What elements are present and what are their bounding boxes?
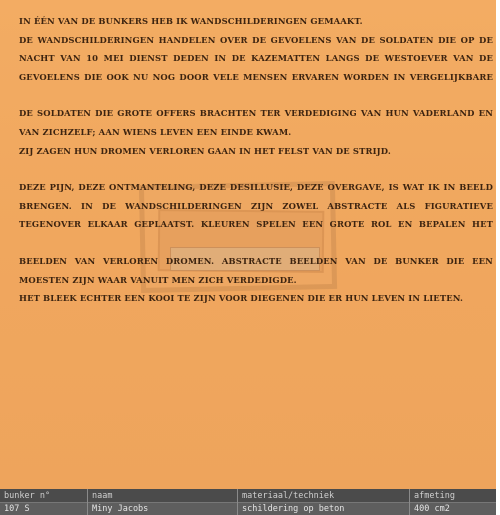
text-line: TEGENOVER ELKAAR GEPLAATST. KLEUREN SPELEN EEN GROTE ROL EN BEPALEN HET — [19, 219, 493, 230]
dimension-value: 400 cm2 — [410, 502, 496, 515]
bunker-number-value: 107 S — [0, 502, 87, 515]
paragraph-2 — [19, 104, 493, 160]
text-line: DE SOLDATEN DIE GROTE OFFERS BRACHTEN TER VERDEDIGING VAN HUN VADERLAND EN — [19, 108, 493, 119]
dimension-label: afmeting — [414, 491, 455, 501]
artist-name-cell — [87, 489, 237, 515]
material-technique-cell — [237, 489, 409, 515]
bunker-number-cell — [0, 489, 87, 515]
artist-name-label: naam — [92, 491, 113, 501]
paragraph-1 — [19, 12, 493, 86]
material-technique-value: schildering op beton — [238, 502, 409, 515]
text-line: IN ÉÉN VAN DE BUNKERS HEB IK WANDSCHILDERINGEN GEMAAKT. — [19, 16, 363, 26]
text-line: BEELDEN VAN VERLOREN DROMEN. ABSTRACTE BEELDEN VAN DE BUNKER DIE EEN — [19, 255, 493, 266]
artist-statement — [19, 12, 493, 326]
bunker-number-label: bunker n° — [4, 491, 51, 501]
text-line: HET BLEEK ECHTER EEN KOOI TE ZIJN VOOR DIEGENEN DIE ER HUN LEVEN IN LIETEN. — [19, 293, 464, 304]
artwork-info-bar — [0, 489, 496, 515]
text-line: ZIJ ZAGEN HUN DROMEN VERLOREN GAAN IN HET FELST VAN DE STRIJD. — [19, 145, 391, 156]
text-line: GEVOELENS DIE OOK NU NOG DOOR VELE MENSEN ERVAREN WORDEN IN VERGELIJKBARE — [19, 71, 493, 82]
paragraph-3 — [19, 178, 493, 234]
text-line: VAN ZICHZELF; AAN WIENS LEVEN EEN EINDE KWAM. — [19, 126, 292, 137]
text-line: MOESTEN ZIJN WAAR VANUIT MEN ZICH VERDEDIGDE. — [19, 274, 297, 285]
artist-name-value: Miny Jacobs — [88, 502, 237, 515]
material-technique-label: materiaal/techniek — [242, 491, 335, 501]
text-line: BRENGEN. IN DE WANDSCHILDERINGEN ZIJN ZOWEL ABSTRACTE ALS FIGURATIEVE — [19, 200, 493, 211]
dimension-cell — [409, 489, 496, 515]
paragraph-4 — [19, 252, 493, 308]
text-line: NACHT VAN 10 MEI DIENST DEDEN IN DE KAZEMATTEN LANGS DE WESTOEVER VAN DE — [19, 53, 493, 64]
text-line: DEZE PIJN, DEZE ONTMANTELING, DEZE DESILLUSIE, DEZE OVERGAVE, IS WAT IK IN BEELD — [19, 182, 493, 193]
text-line: DE WANDSCHILDERINGEN HANDELEN OVER DE GEVOELENS VAN DE SOLDATEN DIE OP DE — [19, 34, 493, 45]
